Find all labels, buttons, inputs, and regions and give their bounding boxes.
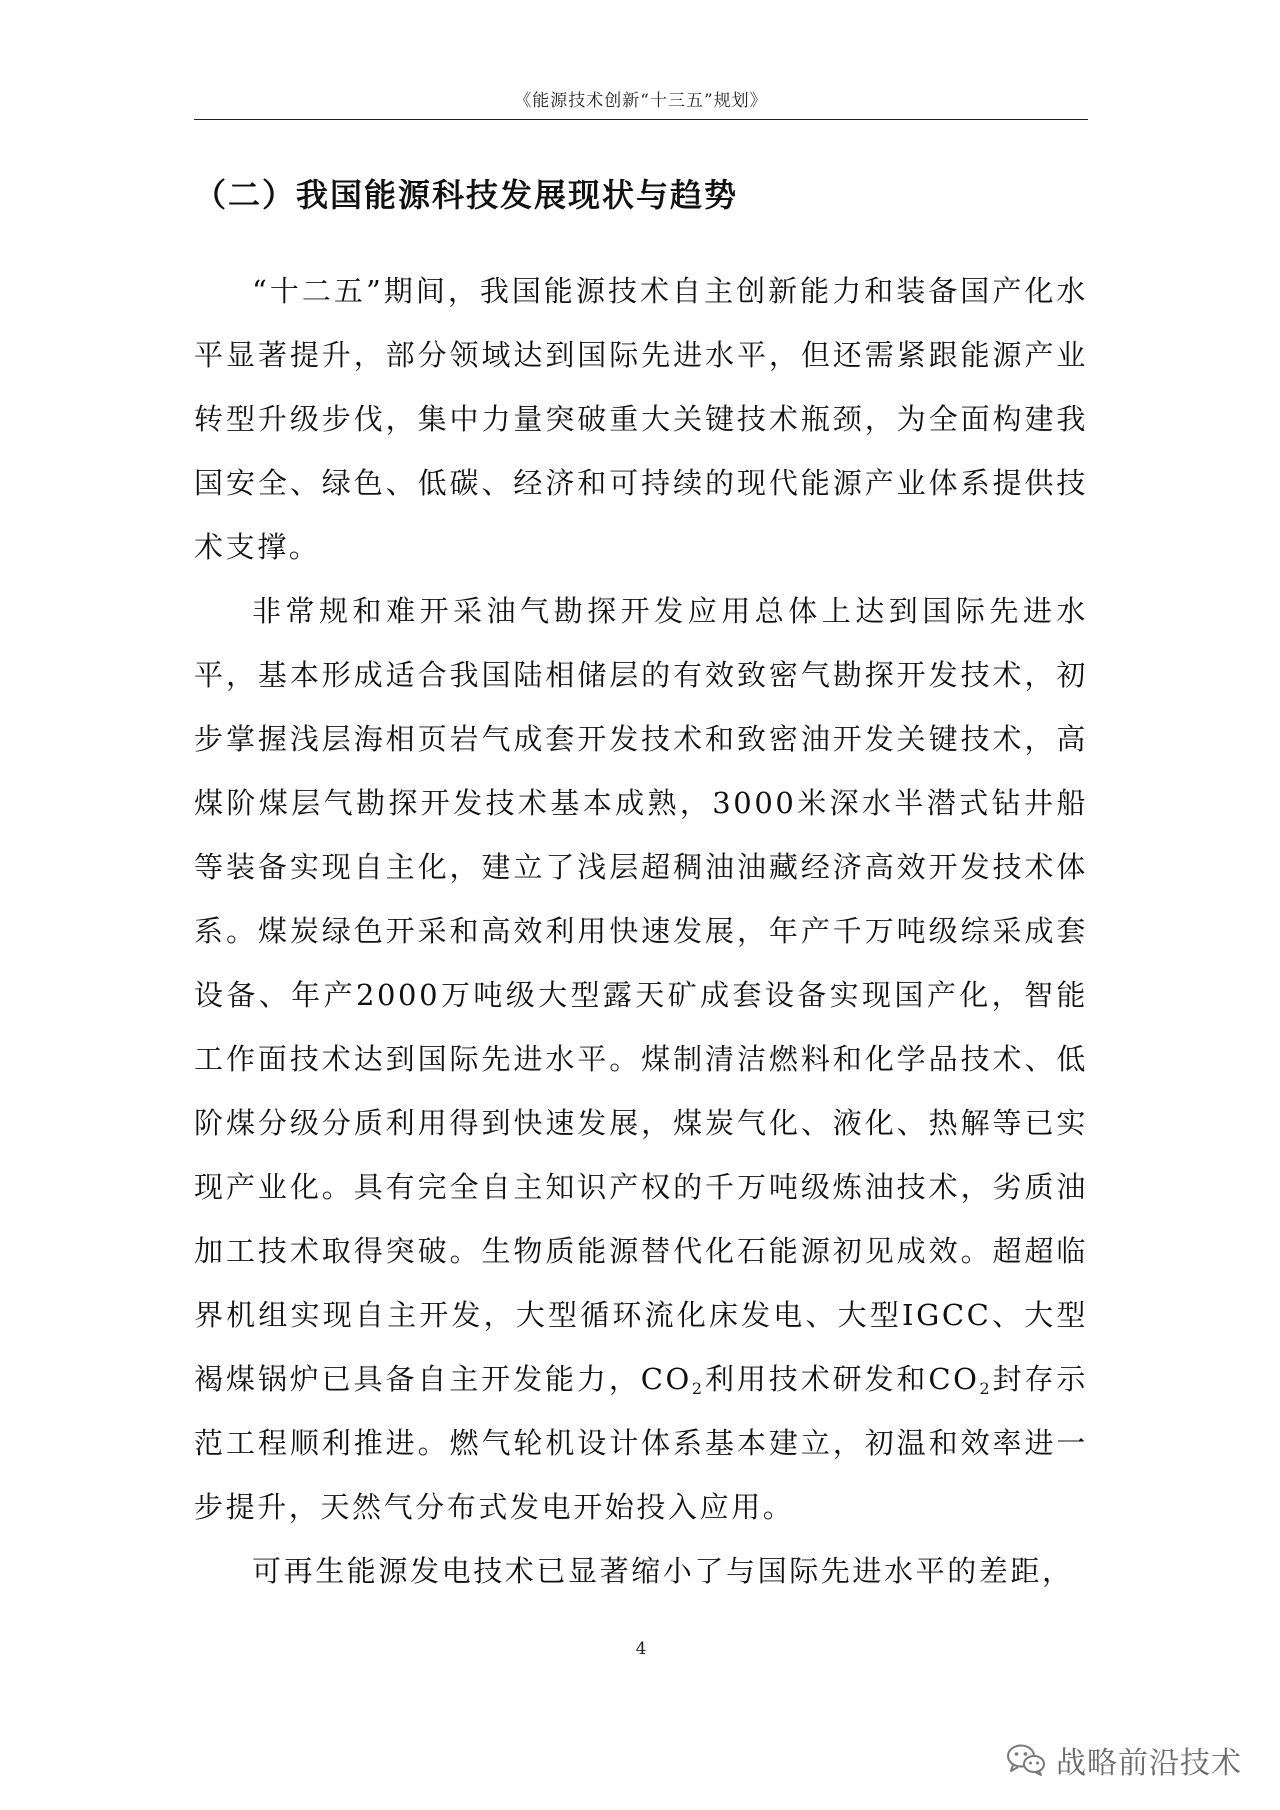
watermark [1006, 1740, 1242, 1780]
watermark-text: 战略前沿技术 [1056, 1746, 1242, 1781]
section-heading: （二）我国能源科技发展现状与趋势 [194, 176, 739, 214]
page-number: 4 [635, 1639, 647, 1659]
paragraph-3: 可再生能源发电技术已显著缩小了与国际先进水平的差距， [252, 1554, 1074, 1588]
wechat-icon [1006, 1743, 1046, 1777]
body-text [194, 259, 1088, 1603]
co2-subscript-2: 2 [979, 1378, 993, 1398]
co2-label-1: CO [640, 1362, 692, 1396]
paragraph-1: “十二五”期间，我国能源技术自主创新能力和装备国产化水平显著提升，部分领域达到国际先进水平，但还需紧跟能源产业转型升级步伐，集中力量突破重大关键技术瓶颈，为全面构建我国安全、绿色、低碳、经济和可持续的现代能源产业体系提供技术支撑。 [194, 274, 1088, 564]
paragraph-2-part-b: 利用技术研发和 [704, 1362, 929, 1396]
paragraph-2-part-c: 封存示范工程顺利推进。燃气轮机设计体系基本建立，初温和效率进一步提升，天然气分布式发电开始投入应用。 [194, 1362, 1088, 1524]
paragraph-2 [194, 579, 1088, 1539]
running-header: 《能源技术创新“十三五”规划》 [514, 91, 768, 111]
header-rule [194, 119, 1088, 120]
paragraph-2-part-a: 非常规和难开采油气勘探开发应用总体上达到国际先进水平，基本形成适合我国陆相储层的有效致密气勘探开发技术，初步掌握浅层海相页岩气成套开发技术和致密油开发关键技术，高煤阶煤层气勘探开发技术基本成熟，3000米深水半潜式钻井船等装备实现自主化，建立了浅层超稠油油藏经济高效开发技术体系。煤炭绿色开采和高效利用快速发展，年产千万吨级综采成套设备、年产2000万吨级大型露天矿成套设备实现国产化，智能工作面技术达到国际先进水平。煤制清洁燃料和化学品技术、低阶煤分级分质利用得到快速发展，煤炭气化、液化、热解等已实现产业化。具有完全自主知识产权的千万吨级炼油技术，劣质油加工技术取得突破。生物质能源替代化石能源初见成效。超超临界机组实现自主开发，大型循环流化床发电、大型IGCC、大型褐煤锅炉已具备自主开发能力， [194, 594, 1088, 1396]
co2-label-2: CO [928, 1362, 980, 1396]
co2-subscript-1: 2 [691, 1378, 705, 1398]
